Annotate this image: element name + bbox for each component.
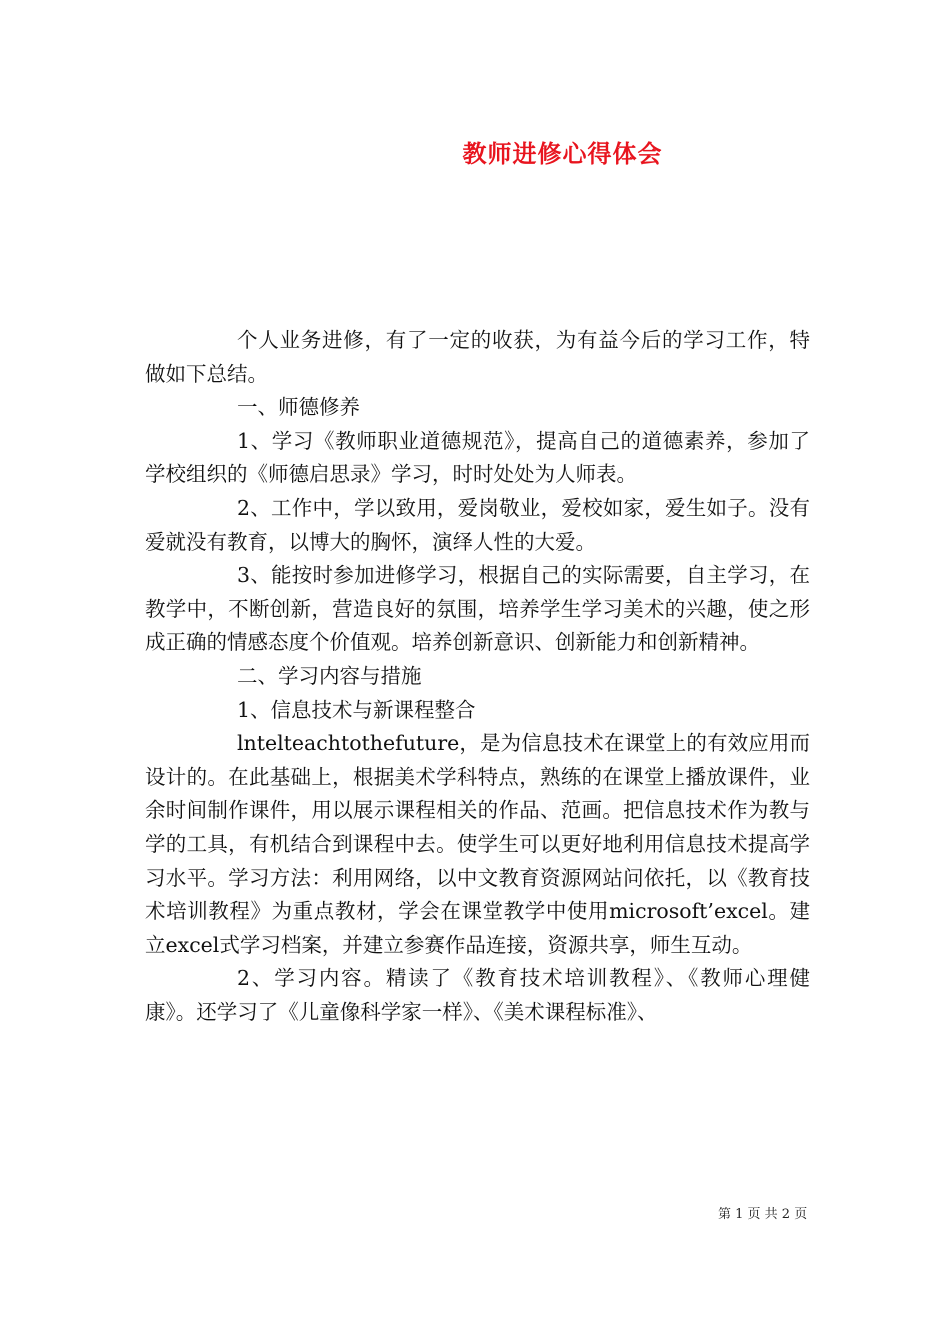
paragraph-ethics-3: 3、能按时参加进修学习，根据自己的实际需要，自主学习，在教学中，不断创新，营造良好的氛围，培养学生学习美术的兴趣，使之形成正确的情感态度个价值观。培养创新意识、创新能力和创新精神。 [145,563,810,655]
section-heading-ethics: 一、师德修养 [237,395,360,420]
page-number-footer: 第 1 页 共 2 页 [718,1207,808,1222]
document-title: 教师进修心得体会 [462,139,663,168]
paragraph-ethics-2: 2、工作中，学以致用，爱岗敬业，爱校如家，爱生如子。没有爱就没有教育，以博大的胸怀，演绎人性的大爱。 [145,495,810,554]
paragraph-it-integration: lntelteachtothefuture，是为信息技术在课堂上的有效应用而设计的。在此基础上，根据美术学科特点，熟练的在课堂上播放课件，业余时间制作课件，用以展示课程相关的作品、范画。把信息技术作为教与学的工具，有机结合到课程中去。使学生可以更好地利用信息技术提高学习水平。学习方法：利用网络，以中文教育资源网站问依托，以《教育技术培训教程》为重点教材，学会在课堂教学中使用microsoft’excel。建立excel式学习档案，并建立参赛作品连接，资源共享，师生互动。 [145,731,810,957]
paragraph-ethics-1: 1、学习《教师职业道德规范》，提高自己的道德素养，参加了学校组织的《师德启思录》学习，时时处处为人师表。 [145,428,810,487]
paragraph-learning-content: 2、学习内容。精读了《教育技术培训教程》、《教师心理健康》。还学习了《儿童像科学家一样》、《美术课程标准》、 [145,966,810,1024]
paragraph-intro: 个人业务进修，有了一定的收获，为有益今后的学习工作，特做如下总结。 [145,328,810,386]
section-heading-learning: 二、学习内容与措施 [237,663,422,688]
subheading-it-integration: 1、信息技术与新课程整合 [237,697,476,722]
document-body [145,324,810,1029]
